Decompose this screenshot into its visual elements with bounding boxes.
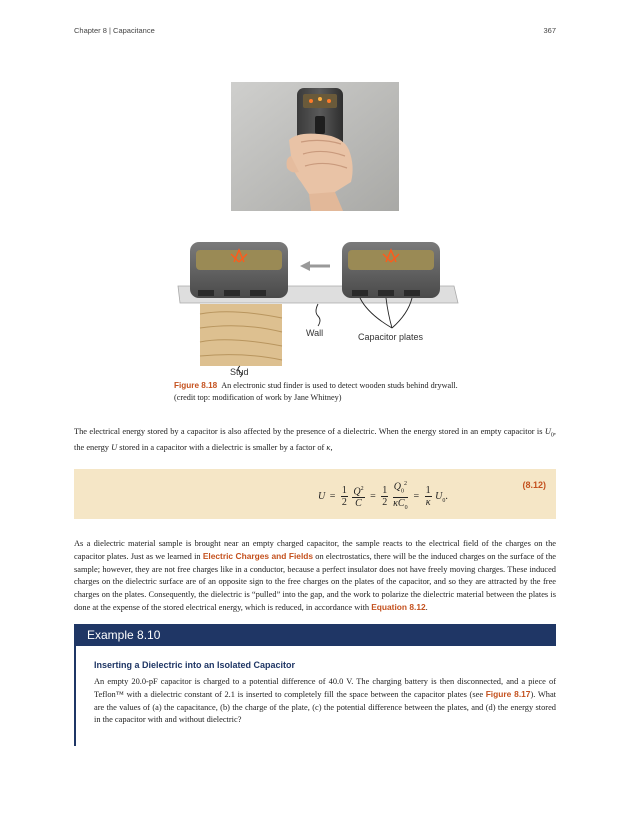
- eq-f4-sub: 0: [400, 488, 404, 495]
- p1-u: U: [111, 443, 118, 453]
- p1-kappa: κ: [326, 443, 331, 453]
- eq-frac-1-kappa: [425, 485, 432, 508]
- eq-rhs: U: [435, 490, 443, 502]
- eq-f3-num: 1: [382, 485, 388, 497]
- eq-f4-sup: 2: [403, 481, 407, 487]
- eq-end: .: [445, 490, 448, 502]
- eq-f2-sup: 2: [360, 486, 364, 492]
- figure-caption-text: An electronic stud finder is used to detect wooden studs behind drywall. (credit top: modification of work by Jane Whitney): [174, 381, 458, 402]
- wall-label: Wall: [306, 328, 324, 338]
- eq-f4-kc: κC: [393, 498, 405, 510]
- equation-8-12: [318, 479, 448, 514]
- eq-f5-num: 1: [425, 485, 431, 497]
- link-electric-charges-and-fields[interactable]: Electric Charges and Fields: [202, 551, 314, 562]
- equation-box: [74, 469, 556, 519]
- paragraph-energy-dielectric: [74, 426, 556, 454]
- example-header: [74, 624, 556, 646]
- page-number: 367: [543, 26, 556, 35]
- eq-f1-num: 1: [341, 485, 347, 497]
- p1-text-4: ,: [330, 443, 333, 453]
- eq-lhs: U: [318, 490, 326, 502]
- eq-f4-den: [393, 498, 408, 514]
- p2-text-1: As a dielectric material sample is brought near an empty charged capacitor, the sample reacts to the electrical field of the charges on the capacitor plates. Just as we learned in: [74, 539, 556, 562]
- p1-text-3: stored in a capacitor with a dielectric is smaller by a factor of: [117, 443, 327, 453]
- capacitor-plates-label: Capacitor plates: [358, 332, 424, 342]
- equation-number: (8.12): [522, 480, 546, 490]
- link-figure-8-17[interactable]: Figure 8.17: [485, 689, 531, 700]
- eq-f4-den-sub: 0: [404, 505, 408, 512]
- eq-f5-den: κ: [425, 497, 431, 509]
- eq-f2-num: [352, 484, 364, 498]
- example-text-2: ). What are the values of (a) the capacitance, (b) the charge of the plate, (c) the potential difference between the plates, and (d) the energy stored in the capacitor with and without dielectric?: [94, 690, 556, 725]
- stud-finder-photo: [231, 82, 399, 211]
- stud-label: Stud: [230, 367, 249, 377]
- eq-equals-2: =: [370, 490, 376, 502]
- p1-text-1: The electrical energy stored by a capacitor is also affected by the presence of a dielectric. When the energy stored in an empty capacitor is: [74, 427, 545, 436]
- eq-rhs-sub: 0: [442, 497, 446, 504]
- link-equation-8-12[interactable]: Equation 8.12: [371, 602, 426, 613]
- p1-text-2: , the energy: [74, 427, 556, 453]
- p2-text-3: .: [425, 603, 428, 613]
- figure-label: Figure 8.18: [174, 381, 218, 390]
- eq-frac-half-1: [341, 485, 348, 508]
- eq-f3-den: 2: [382, 497, 388, 509]
- eq-equals-1: =: [329, 490, 336, 502]
- chapter-header: Chapter 8 | Capacitance: [74, 26, 155, 35]
- paragraph-dielectric-pulled: [74, 538, 556, 614]
- p1-u0: U: [544, 427, 551, 436]
- eq-frac-half-2: [381, 485, 388, 508]
- example-body: [94, 676, 556, 727]
- p2-text-2: on electrostatics, there will be the induced charges on the surface of the sample; however, they are not free charges like in a conductor, because a perfect insulator does not have freely moving charges. These induced charges on the dielectric surface are of an opposite sign to the free charges on the plates of the capacitor, and so they are attracted by the free charges on the plates. Consequently, the dielectric is “pulled” into the gap, and the work to polarize the dielectric material between the plates is done at the expense of the stored electrical energy, which is reduced, in accordance with: [74, 552, 557, 613]
- example-side-bar: [74, 646, 76, 746]
- example-title: Inserting a Dielectric into an Isolated Capacitor: [94, 660, 296, 670]
- p1-u0-sub: 0: [550, 432, 554, 439]
- eq-f4-num: [393, 479, 408, 498]
- eq-frac-q0-kc0: [393, 479, 408, 514]
- example-text-1: An empty 20.0-pF capacitor is charged to a potential difference of 40.0 V. The charging battery is then disconnected, and a piece of Teflon™ with a dielectric constant of 2.1 is inserted to completely fill the space between the capacitor plates (see: [94, 677, 556, 700]
- eq-f1-den: 2: [341, 497, 347, 509]
- eq-f2-den: C: [355, 498, 362, 510]
- stud-finder-diagram: [172, 236, 462, 378]
- figure-caption: [174, 380, 474, 403]
- example-heading: Example 8.10: [87, 628, 161, 642]
- eq-equals-3: =: [413, 490, 420, 502]
- eq-f4-q: Q: [393, 481, 401, 493]
- eq-frac-q2-c: [352, 484, 364, 509]
- eq-f2-q: Q: [353, 486, 361, 498]
